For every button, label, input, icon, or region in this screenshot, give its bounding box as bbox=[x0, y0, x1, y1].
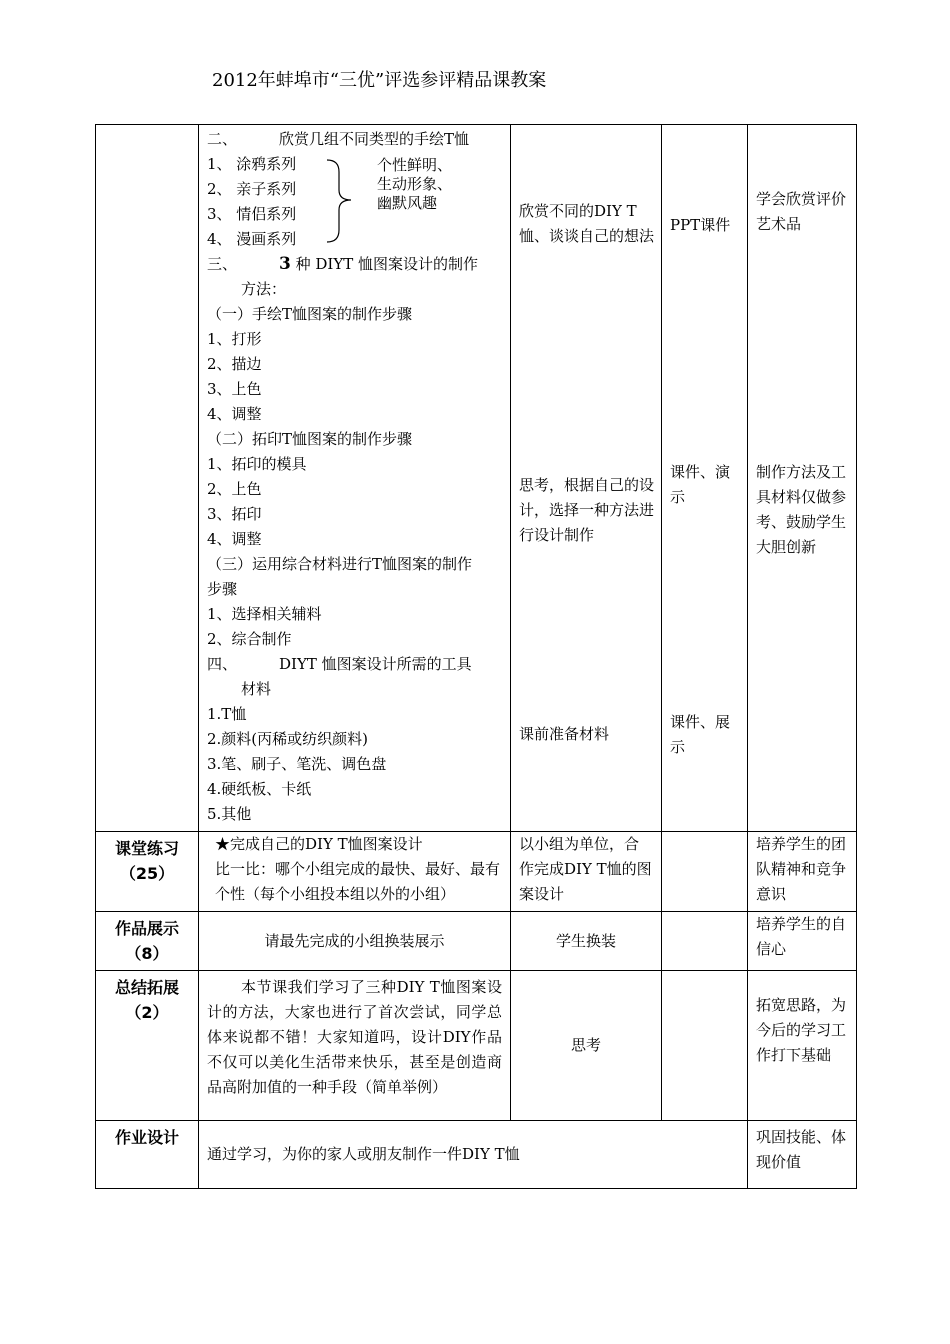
section-3-heading: 三、 3 种 DIYT 恤图案设计的制作 bbox=[207, 254, 479, 274]
design-intent-cell: 拓宽思路，为今后的学习工作打下基础 bbox=[748, 971, 857, 1121]
stage-time: （25） bbox=[119, 864, 175, 883]
student-activity-cell: 思考 bbox=[511, 971, 662, 1121]
method-3-title-cont: 步骤 bbox=[207, 580, 238, 598]
design-intent-cell: 巩固技能、体现价值 bbox=[748, 1121, 857, 1189]
list-item: 2、描边 bbox=[207, 355, 262, 373]
design-intent-cell: 培养学生的团队精神和竞争意识 bbox=[748, 832, 857, 912]
media-cell bbox=[662, 125, 748, 832]
section-2-heading: 二、 欣赏几组不同类型的手绘T恤 bbox=[207, 130, 470, 148]
section-4-heading-cont: 材料 bbox=[241, 680, 272, 698]
method-3-title: （三）运用综合材料进行T恤图案的制作 bbox=[207, 555, 473, 573]
homework-content-cell: 通过学习，为你的家人或朋友制作一件DIY T恤 bbox=[199, 1121, 748, 1189]
teaching-content-cell: 本节课我们学习了三种DIY T恤图案设计的方法，大家也进行了首次尝试，同学总体来说都不错！大家知道吗，设计DIY作品不仅可以美化生活带来快乐，甚至是创造商品高附加值的一种手段（简单举例） bbox=[199, 971, 511, 1121]
list-item: 5.其他 bbox=[207, 805, 252, 823]
practice-competition: 比一比：哪个小组完成的最快、最好、最有个性（每个小组投本组以外的小组） bbox=[215, 860, 501, 903]
section-4-heading: 四、 DIYT 恤图案设计所需的工具 bbox=[207, 655, 472, 673]
student-activity-cell bbox=[511, 125, 662, 832]
intent-2: 制作方法及工具材料仅做参考、鼓励学生大胆创新 bbox=[756, 463, 847, 556]
teaching-content-cell bbox=[199, 125, 511, 832]
list-item: 4、调整 bbox=[207, 405, 262, 423]
design-intent-cell: 培养学生的自信心 bbox=[748, 912, 857, 971]
stage-cell bbox=[96, 832, 199, 912]
media-cell bbox=[662, 912, 748, 971]
list-item: 1、 涂鸦系列 bbox=[207, 155, 297, 173]
list-item: 2.颜料(丙稀或纺织颜料) bbox=[207, 730, 369, 748]
table-row bbox=[96, 912, 857, 971]
list-item: 1、打形 bbox=[207, 330, 262, 348]
list-item: 1、选择相关辅料 bbox=[207, 605, 322, 623]
list-item: 2、上色 bbox=[207, 480, 262, 498]
student-activity-3: 课前准备材料 bbox=[519, 725, 610, 743]
student-activity-cell: 学生换装 bbox=[511, 912, 662, 971]
media-2: 课件、演示 bbox=[670, 463, 731, 506]
stage-title: 作品展示 bbox=[114, 919, 179, 938]
stage-time: （2） bbox=[125, 1003, 169, 1022]
list-item: 4、 漫画系列 bbox=[207, 230, 297, 248]
list-item: 2、综合制作 bbox=[207, 630, 292, 648]
method-2-title: （二）拓印T恤图案的制作步骤 bbox=[207, 430, 413, 448]
student-activity-1: 欣赏不同的DIY T恤、谈谈自己的想法 bbox=[519, 202, 655, 245]
intent-1: 学会欣赏评价艺术品 bbox=[756, 190, 847, 233]
media-cell bbox=[662, 971, 748, 1121]
table-row bbox=[96, 1121, 857, 1189]
series-list bbox=[207, 152, 502, 252]
method-1-title: （一）手绘T恤图案的制作步骤 bbox=[207, 305, 413, 323]
stage-cell bbox=[96, 1121, 199, 1189]
list-item: 3.笔、刷子、笔洗、调色盘 bbox=[207, 755, 387, 773]
practice-task: ★完成自己的DIY T恤图案设计 bbox=[215, 835, 423, 853]
section-3-heading-cont: 方法： bbox=[241, 280, 287, 298]
design-intent-cell bbox=[748, 125, 857, 832]
student-activity-2: 思考，根据自己的设计，选择一种方法进行设计制作 bbox=[519, 476, 655, 544]
media-1: PPT课件 bbox=[670, 216, 731, 234]
list-item: 2、 亲子系列 bbox=[207, 180, 297, 198]
list-item: 3、 情侣系列 bbox=[207, 205, 297, 223]
table-row bbox=[96, 971, 857, 1121]
stage-cell bbox=[96, 912, 199, 971]
lesson-plan-table bbox=[95, 124, 857, 1189]
list-item: 3、拓印 bbox=[207, 505, 262, 523]
list-item: 1.T恤 bbox=[207, 705, 247, 723]
stage-title: 课堂练习 bbox=[114, 839, 179, 858]
document-header: 2012年蚌埠市“三优”评选参评精品课教案 bbox=[212, 70, 547, 91]
teaching-content-cell: 请最先完成的小组换装展示 bbox=[199, 912, 511, 971]
list-item: 4、调整 bbox=[207, 530, 262, 548]
media-cell bbox=[662, 832, 748, 912]
stage-title: 作业设计 bbox=[114, 1128, 179, 1147]
curly-brace-icon bbox=[325, 154, 365, 246]
table-row bbox=[96, 832, 857, 912]
stage-time: （8） bbox=[125, 944, 169, 963]
teaching-content-cell bbox=[199, 832, 511, 912]
list-item: 4.硬纸板、卡纸 bbox=[207, 780, 312, 798]
stage-cell bbox=[96, 971, 199, 1121]
list-item: 3、上色 bbox=[207, 380, 262, 398]
list-item: 1、拓印的模具 bbox=[207, 455, 307, 473]
series-note: 个性鲜明、 生动形象、 幽默风趣 bbox=[377, 156, 453, 212]
stage-title: 总结拓展 bbox=[114, 978, 179, 997]
stage-cell-empty bbox=[96, 125, 199, 832]
media-3: 课件、展示 bbox=[670, 713, 731, 756]
student-activity-cell: 以小组为单位，合作完成DIY T恤的图案设计 bbox=[511, 832, 662, 912]
table-row bbox=[96, 125, 857, 832]
